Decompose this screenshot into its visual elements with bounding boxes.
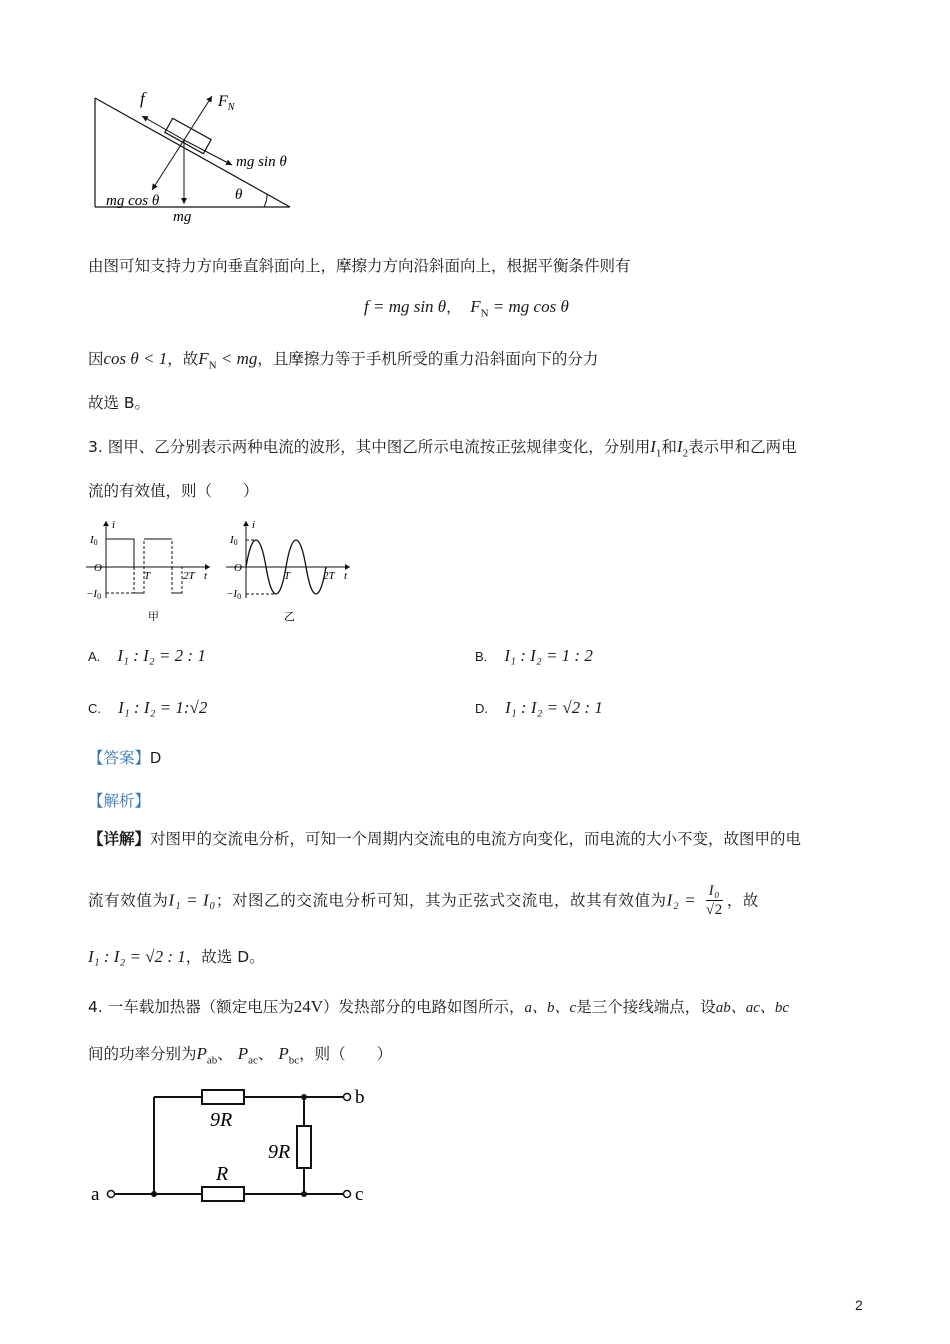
label-r-right: 9R — [268, 1141, 291, 1163]
option-c[interactable] — [88, 698, 207, 718]
option-d[interactable] — [475, 698, 603, 718]
option-c-expr: I₁ : I₂ = 1:√2 — [118, 698, 208, 717]
detail-tag: 【详解】 — [88, 830, 151, 848]
svg-text:t: t — [344, 570, 348, 582]
answer-value: D — [150, 750, 162, 767]
q3-analysis-tag: 【解析】 — [88, 792, 151, 810]
q3-stem-line1: 3. 图甲、乙分别表示两种电流的波形，其中图乙所示电流按正弦规律变化，分别用$I_1$和$I_2$表示甲和乙两电 — [88, 437, 797, 460]
label-mg: mg — [173, 209, 192, 225]
terminal-b — [344, 1094, 351, 1101]
svg-text:I0: I0 — [90, 534, 98, 547]
q2-line1: 由图可知支持力方向垂直斜面向上，摩擦力方向沿斜面向上，根据平衡条件则有 — [88, 257, 631, 275]
label-b: b — [355, 1087, 365, 1108]
svg-text:−I0: −I0 — [226, 588, 242, 601]
option-d-expr: I₁ : I₂ = √2 : 1 — [505, 698, 603, 717]
graph-jia — [86, 518, 216, 628]
caption-jia: 甲 — [148, 611, 159, 623]
mgcos-arrow — [152, 140, 184, 190]
svg-text:2T: 2T — [323, 570, 335, 582]
svg-text:i: i — [112, 519, 116, 531]
q3-detail-line2: 流有效值为I₁ = I₀；对图乙的交流电分析可知，其为正弦式交流电，故其有效值为I₂ = $\frac{\text{I₀}}{√2}$ ，故 — [88, 883, 760, 918]
terminal-c — [344, 1191, 351, 1198]
q4-stem-line2: 间的功率分别为$P_{ab}$、 $P_{ac}$、 $P_{bc}$，则（ ） — [88, 1044, 393, 1067]
label-theta: θ — [235, 187, 243, 203]
incline-plane — [95, 98, 290, 207]
label-r-top: 9R — [210, 1109, 233, 1131]
page-number: 2 — [855, 1297, 863, 1313]
option-a-label: A. — [88, 649, 101, 664]
svg-text:i: i — [252, 519, 256, 531]
option-b-label: B. — [475, 649, 488, 664]
label-mgsin: mg sin θ — [236, 154, 287, 170]
answer-tag: 【答案】 — [88, 749, 151, 767]
option-b-expr: I₁ : I₂ = 1 : 2 — [504, 646, 593, 665]
terminal-a — [108, 1191, 115, 1198]
label-FN: $F_N$ — [218, 93, 235, 113]
q2-line4: 故选 B。 — [88, 394, 151, 412]
graph-yi — [226, 518, 356, 628]
option-d-label: D. — [475, 701, 488, 716]
option-a[interactable] — [88, 646, 206, 666]
option-c-label: C. — [88, 701, 101, 716]
q3-stem-line2: 流的有效值，则（ ） — [88, 482, 259, 500]
option-a-expr: I₁ : I₂ = 2 : 1 — [117, 646, 206, 665]
svg-text:T: T — [284, 570, 291, 582]
resistor-right — [297, 1126, 311, 1168]
q3-answer — [88, 747, 161, 770]
svg-text:2T: 2T — [183, 570, 195, 582]
eq-friction: f = mg sin θ — [364, 297, 447, 316]
svg-text:I0: I0 — [230, 534, 238, 547]
caption-yi: 乙 — [284, 611, 295, 623]
q2-line3: 因cos θ < 1，故$F_N$ < mg，且摩擦力等于手机所受的重力沿斜面向下的分力 — [88, 349, 599, 372]
q2-equation — [364, 296, 569, 319]
resistor-top — [202, 1090, 244, 1104]
fraction: $\frac{\text{I₀}}{√2}$ — [705, 883, 723, 918]
eq-sep: ， — [446, 298, 462, 316]
eq-normal: $F_N$ = mg cos θ — [470, 297, 569, 320]
label-r-bottom: R — [216, 1163, 229, 1185]
resistor-bottom — [202, 1187, 244, 1201]
svg-text:−I0: −I0 — [86, 588, 102, 601]
svg-text:T: T — [144, 570, 151, 582]
phone-block — [165, 118, 211, 153]
label-mgcos: mg cos θ — [106, 193, 160, 209]
q4-stem-line1: 4. 一车载加热器（额定电压为24V）发热部分的电路如图所示，a、b、c是三个接线端点，设ab、ac、bc — [88, 997, 790, 1016]
svg-text:O: O — [234, 562, 242, 574]
svg-text:O: O — [94, 562, 102, 574]
svg-text:t: t — [204, 570, 208, 582]
q3-detail-line1: 【详解】对图甲的交流电分析，可知一个周期内交流电的电流方向变化，而电流的大小不变，故图甲的电 — [88, 830, 802, 848]
label-c: c — [355, 1184, 364, 1205]
circuit-diagram — [88, 1080, 378, 1210]
incline-force-diagram — [88, 86, 308, 226]
option-b[interactable] — [475, 646, 593, 666]
label-a: a — [91, 1184, 100, 1205]
q3-detail-line3: I₁ : I₂ = √2 : 1，故选 D。 — [88, 947, 265, 966]
label-f: f — [140, 89, 145, 108]
normal-force-arrow — [184, 96, 212, 140]
